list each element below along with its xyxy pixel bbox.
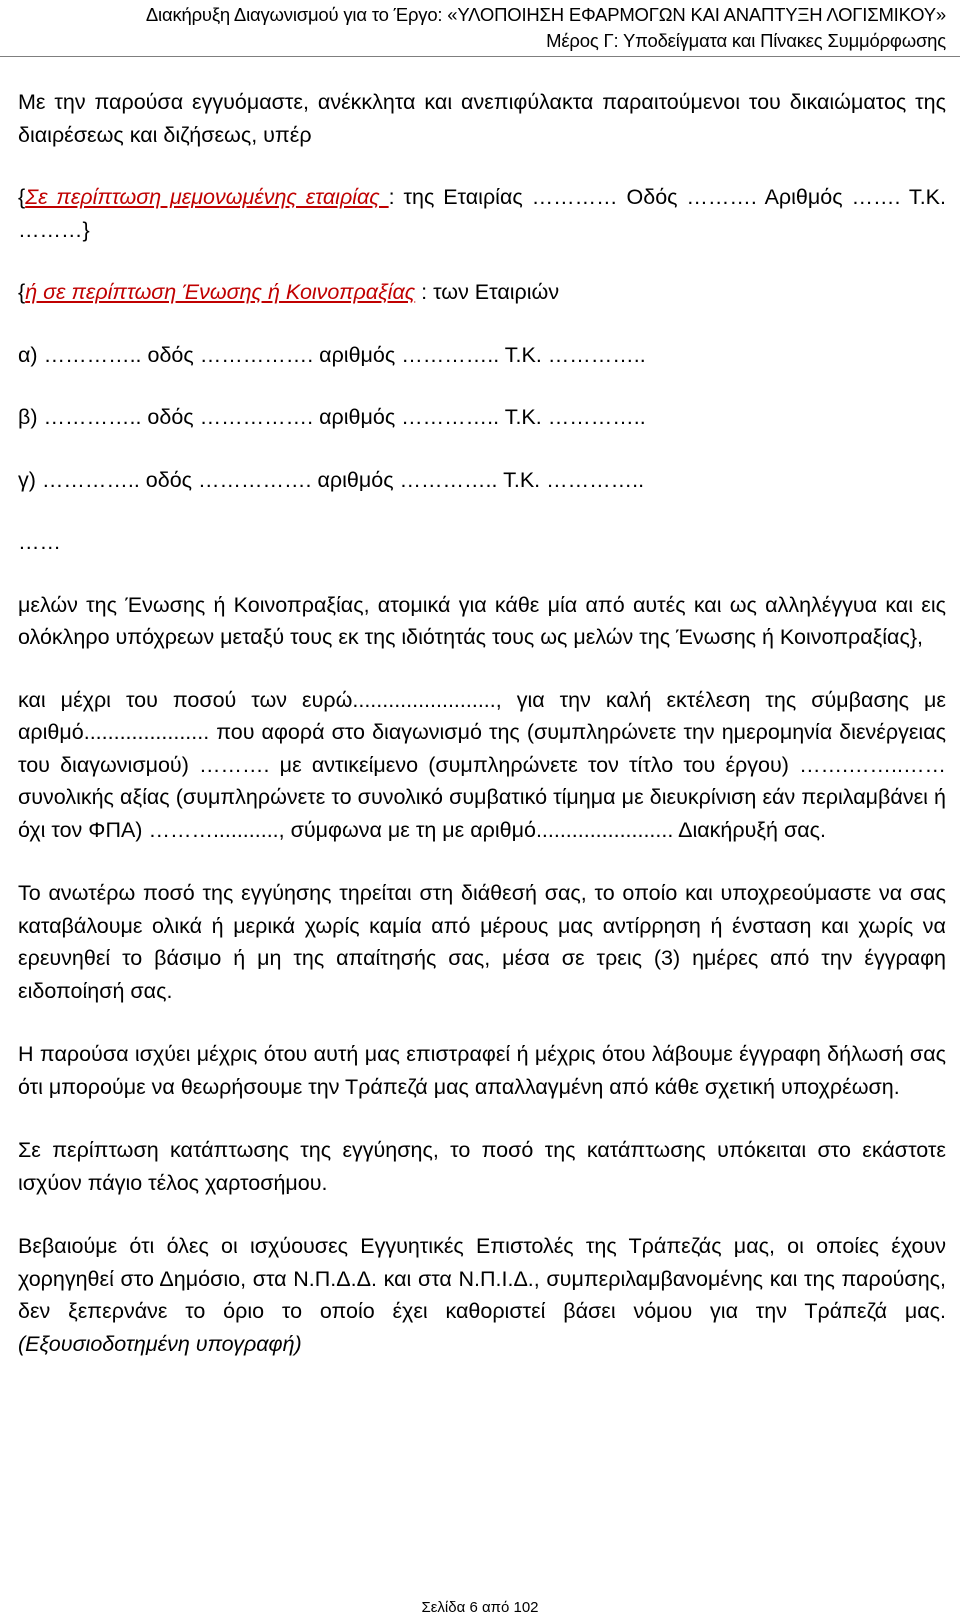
paragraph-guarantee-intro: Με την παρούσα εγγυόμαστε, ανέκκλητα και ανεπιφύλακτα παραιτούμενοι του δικαιώματος της διαιρέσεως και διζήσεως, υπέρ (18, 90, 946, 147)
authorized-signature-label: (Εξουσιοδοτημένη υπογραφή) (18, 1331, 302, 1356)
page-number: Σελίδα 6 από 102 (421, 1599, 539, 1616)
member-line-a: α) ………….. οδός ……………. αριθμός ………….. Τ.Κ. ………….. (18, 342, 646, 367)
paragraph-consortium: {ή σε περίπτωση Ένωσης ή Κοινοπραξίας : των Εταιριών (18, 280, 560, 304)
paragraph-amount: και μέχρι του ποσού των ευρώ........................, για την καλή εκτέλεση της σύμβασης με αριθμό..................... που αφορά στο διαγωνισμό της (συμπληρώνετε την ημερομηνία διενέργειας του διαγωνισμού) ………. με αντικείμενο (συμπληρώνετε τον τίτλο του έργου) …….……..…… συνολικής αξίας (συμπληρώνετε το συνολικό συμβατικό τίμημα με διευκρίνιση εάν περιλαμβάνει ή όχι τον ΦΠΑ) ………..........., σύμφωνα με τη με αριθμό....................... Διακήρυξή σας. (18, 687, 946, 842)
paragraph-consortium-members: μελών της Ένωσης ή Κοινοπραξίας, ατομικά για κάθε μία από αυτές και ως αλληλέγγυα και εις ολόκληρο υπόχρεων μεταξύ τους εκ της ιδιότητάς τους ως μελών της Ένωσης ή Κοινοπραξίας}, (18, 592, 946, 649)
member-ellipsis: …… (18, 530, 61, 554)
member-line-c: γ) ………….. οδός ……………. αριθμός ………….. Τ.Κ. ………….. (18, 467, 645, 492)
paragraph-validity: Η παρούσα ισχύει μέχρις ότου αυτή μας επιστραφεί ή μέχρις ότου λάβουμε έγγραφη δήλωσή σας ότι μπορούμε να θεωρήσουμε την Τράπεζά μας απαλλαγμένη από κάθε σχετική υποχρέωση. (18, 1042, 946, 1099)
page-header (0, 0, 960, 57)
paragraph-forfeiture: Σε περίπτωση κατάπτωσης της εγγύησης, το ποσό της κατάπτωσης υπόκειται στο εκάστοτε ισχύον πάγιο τέλος χαρτοσήμου. (18, 1138, 946, 1195)
member-line-b: β) ………….. οδός ……………. αριθμός ………….. Τ.Κ. ………….. (18, 405, 646, 429)
document-body (18, 86, 946, 1360)
document-title: Διακήρυξη Διαγωνισμού για το Έργο: «ΥΛΟΠΟΙΗΣΗ ΕΦΑΡΜΟΓΩΝ ΚΑΙ ΑΝΑΠΤΥΞΗ ΛΟΓΙΣΜΙΚΟΥ» (145, 4, 946, 25)
section-title: Μέρος Γ: Υποδείγματα και Πίνακες Συμμόρφωσης (546, 30, 946, 51)
single-company-label: Σε περίπτωση μεμονωμένης εταιρίας (25, 185, 389, 209)
consortium-label: ή σε περίπτωση Ένωσης ή Κοινοπραξίας (25, 280, 416, 304)
paragraph-single-company: {Σε περίπτωση μεμονωμένης εταιρίας : της Εταιρίας ………… Οδός ………. Αριθμός ……. Τ.Κ. ………} (18, 185, 946, 242)
paragraph-availability: Το ανωτέρω ποσό της εγγύησης τηρείται στη διάθεσή σας, το οποίο και υποχρεούμαστε να σας καταβάλουμε ολικά ή μερικά χωρίς καμία από μέρους μας αντίρρηση ή ένσταση και χωρίς να ερευνηθεί το βάσιμο ή μη της απαίτησής σας, μέσα σε τρεις (3) ημέρες από την έγγραφη ειδοποίησή σας. (18, 881, 946, 1003)
paragraph-certification: Βεβαιούμε ότι όλες οι ισχύουσες Εγγυητικές Επιστολές της Τράπεζάς μας, οι οποίες έχουν χορηγηθεί στο Δημόσιο, στα Ν.Π.Δ.Δ. και στα Ν.Π.Ι.Δ., συμπεριλαμβανομένης και της παρούσης, δεν ξεπερνάνε το όριο το οποίο έχει καθοριστεί βάσει νόμου για την Τράπεζά μας. (Εξουσιοδοτημένη υπογραφή) (18, 1234, 946, 1356)
